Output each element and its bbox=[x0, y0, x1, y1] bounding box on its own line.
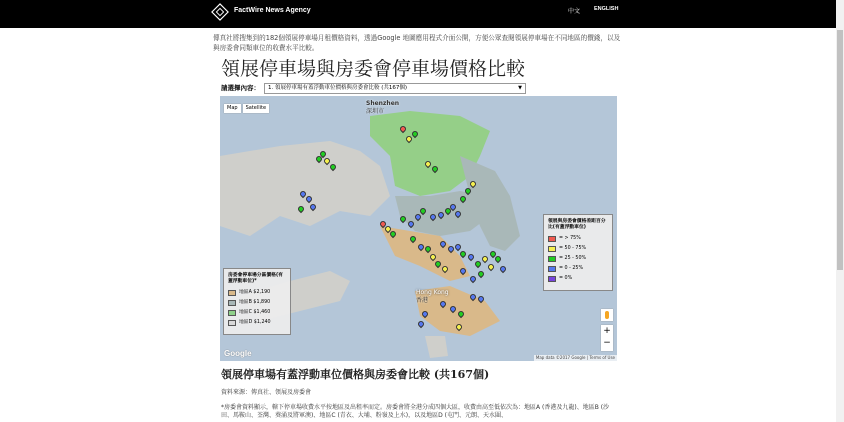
intro-paragraph: 傳真社將搜集到的182個領展停車場月租價格資料，透過Google 地圖應用程式介面公開，方便公眾查閱領展停車場在不同地區的價錢，以及與房委會同類車位的收費水平比較。 bbox=[213, 34, 621, 52]
district-legend-title: 房委會停車場分區價格(有蓋浮動車位)* bbox=[228, 273, 283, 284]
map-type-control bbox=[224, 104, 269, 113]
legend-label: 地區D $1,240 bbox=[239, 320, 271, 325]
footnote: *房委會資料顯示，轄下停車場收費水平按地區及出租率而定。房委會將全港分成四個大區，收費由高至低依次為：地區A (香港及九龍)、地區B (沙田、馬鞍山、荃灣、葵涌及將軍澳)、地區C (青衣、大埔、粉嶺及上水)，以及地區D (屯門、元朗、天水圍、 bbox=[221, 404, 610, 419]
region-d-lamma bbox=[425, 336, 448, 358]
legend-item bbox=[228, 300, 286, 306]
selector-label: 請選擇內容： bbox=[221, 84, 260, 92]
street-view-pegman-icon[interactable] bbox=[601, 309, 613, 321]
place-label: 深圳市 bbox=[366, 108, 385, 115]
google-map[interactable] bbox=[220, 96, 617, 361]
place-label: Hong Kong bbox=[416, 289, 449, 296]
brand-name[interactable]: FactWire News Agency bbox=[234, 7, 311, 14]
page-title: 領展停車場與房委會停車場價格比較 bbox=[221, 58, 526, 80]
price-diff-legend-title: 領展與房委會價格差距百分比(有蓋浮動車位) bbox=[548, 219, 606, 230]
legend-label: 地區B $1,890 bbox=[239, 300, 271, 305]
legend-item bbox=[228, 290, 286, 296]
legend-item bbox=[548, 256, 608, 262]
map-view-button[interactable]: Map bbox=[224, 104, 241, 113]
legend-swatch bbox=[228, 320, 236, 326]
dropdown-arrow-icon: ▼ bbox=[518, 85, 522, 91]
legend-item bbox=[548, 266, 608, 272]
place-label: Shenzhen bbox=[366, 100, 400, 107]
map-attribution[interactable]: Map data ©2017 Google | Terms of Use bbox=[535, 355, 615, 360]
region-d-north bbox=[220, 141, 390, 236]
place-label-hong-kong bbox=[416, 289, 449, 304]
language-chinese-link[interactable]: 中文 bbox=[568, 8, 581, 15]
legend-swatch bbox=[548, 266, 556, 272]
zoom-in-button[interactable]: + bbox=[603, 326, 611, 336]
google-logo: Google bbox=[224, 349, 252, 358]
content-column bbox=[213, 33, 625, 420]
language-english-link[interactable]: ENGLISH bbox=[594, 6, 619, 12]
place-label-shenzhen bbox=[366, 100, 399, 115]
legend-swatch bbox=[228, 290, 236, 296]
legend-swatch bbox=[228, 300, 236, 306]
legend-item bbox=[548, 246, 608, 252]
data-source: 資料來源：傳真社、領展及房委會 bbox=[221, 389, 312, 396]
legend-label: = 25 - 50% bbox=[559, 256, 587, 261]
section-subtitle: 領展停車場有蓋浮動車位價格與房委會比較 (共167個) bbox=[221, 368, 490, 381]
legend-item bbox=[548, 236, 608, 242]
legend-label: = 50 - 75% bbox=[559, 246, 587, 251]
scrollbar-thumb[interactable] bbox=[837, 30, 843, 270]
legend-label: = > 75% bbox=[559, 236, 581, 241]
legend-label: 地區A $2,190 bbox=[239, 290, 271, 295]
factwire-logo-icon[interactable] bbox=[211, 3, 229, 21]
legend-swatch bbox=[548, 236, 556, 242]
legend-item bbox=[228, 310, 286, 316]
district-legend bbox=[223, 268, 291, 335]
place-label: 香港 bbox=[416, 297, 429, 304]
selector-row bbox=[221, 83, 625, 94]
legend-swatch bbox=[548, 256, 556, 262]
price-diff-legend bbox=[543, 214, 613, 291]
legend-item bbox=[548, 276, 608, 282]
legend-swatch bbox=[548, 276, 556, 282]
scrollbar[interactable] bbox=[836, 0, 844, 422]
satellite-view-button[interactable]: Satellite bbox=[243, 104, 269, 113]
content-select[interactable] bbox=[264, 83, 526, 94]
zoom-out-button[interactable]: − bbox=[603, 338, 611, 348]
legend-label: 地區C $1,460 bbox=[239, 310, 271, 315]
zoom-control bbox=[601, 325, 613, 351]
legend-label: = 0% bbox=[559, 276, 573, 281]
legend-label: = 0 - 25% bbox=[559, 266, 584, 271]
legend-swatch bbox=[548, 246, 556, 252]
legend-item bbox=[228, 320, 286, 326]
top-header bbox=[0, 0, 836, 28]
select-value: 1. 領展停車場有蓋浮動車位價格與房委會比較 (共167個) bbox=[268, 85, 408, 91]
legend-swatch bbox=[228, 310, 236, 316]
